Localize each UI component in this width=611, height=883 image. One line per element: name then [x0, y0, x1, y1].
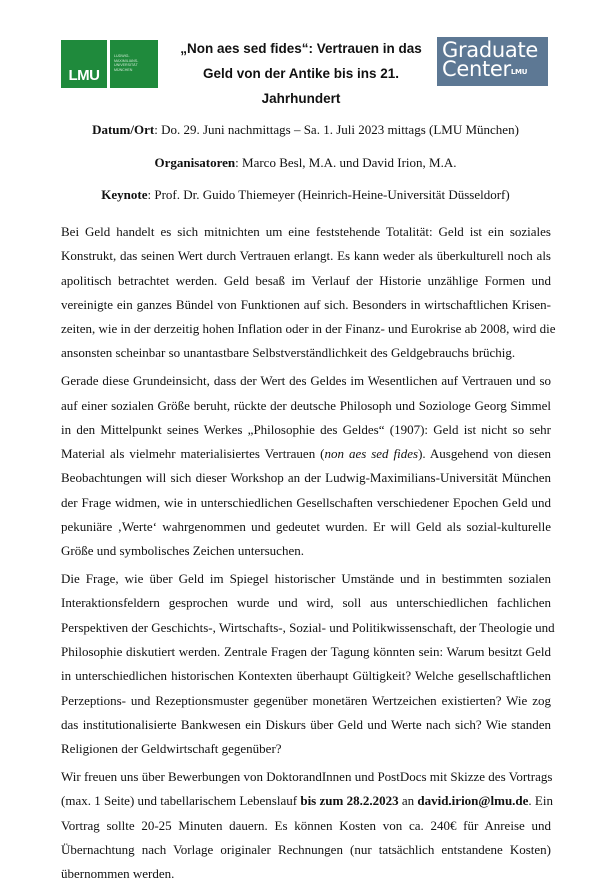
text-line: Bei Geld handelt es sich mitnichten um eine feststehende Totalität: Geld ist ein soziales — [61, 224, 551, 239]
text-line: Beobachtungen will sich dieser Workshop an der Ludwig-Maximilians-Universität München — [61, 470, 551, 486]
lmu-logo-wordmark — [110, 40, 158, 88]
lmu-sub-line: LUDWIG- — [114, 54, 130, 58]
text-line: in den Mittelpunkt seines Werkes „Philosophie des Geldes“ (1907): Geld ist nicht so sehr — [61, 421, 551, 437]
text-line: Gerade diese Grundeinsicht, dass der Wert des Geldes im Wesentlichen auf Vertrauen und so — [61, 373, 551, 389]
text-line: apolitisch betrachtet werden. Geld besaß im Verlauf der Historie unzählige Formen und — [61, 272, 551, 288]
text-line: Größe und symbolisches Zeichen untersuchen. — [61, 543, 304, 559]
keynote-line — [40, 187, 571, 203]
lmu-sub-line: MÜNCHEN — [114, 67, 133, 72]
gc-line: Graduate — [442, 38, 539, 62]
organizers-line — [40, 155, 571, 171]
emphasis-text: non aes sed fides — [324, 446, 419, 462]
title-line: Geld von der Antike bis ins 21. — [202, 66, 400, 81]
text-line: Philosophie diskutiert werden. Zentrale Fragen der Tagung könnten sein: Warum besitzt Geld — [61, 644, 551, 660]
gc-sup: LMU — [510, 68, 528, 76]
text-line: vereinigte ein ganzes Bündel von Funktionen auf sich. Besonders in wirtschaftlichen Krisen- — [61, 296, 551, 312]
text-line: Religionen der Geldwirtschaft gegenüber? — [61, 741, 282, 757]
email-link[interactable]: david.irion@lmu.de — [417, 793, 529, 809]
keynote-label: Keynote — [101, 187, 148, 202]
text-line: das institutionalisierte Bankwesen ein Diskurs über Geld und Werte nach sich? Wie standen — [61, 716, 551, 732]
document-title — [170, 36, 432, 111]
text-line: in unterschiedlichen historischen Kontexten überhaupt Gültigkeit? Welche gesellschaftlichen — [61, 668, 551, 684]
paragraph — [61, 369, 551, 563]
paragraph — [61, 567, 555, 761]
text-line: auf einer sozialen Größe beruht, rückte der deutsche Philosoph und Soziologe Georg Simmel — [61, 397, 551, 413]
text-line: Konstrukt, das seinen Wert durch Vertrauen erlangt. Es kann weder als überkulturell noch als — [61, 248, 551, 264]
gc-line — [442, 57, 548, 81]
graduate-center-logo — [437, 37, 548, 86]
lmu-sub-line: MAXIMILIANS- — [114, 58, 139, 63]
body-text — [61, 220, 556, 883]
text-line: Die Frage, wie über Geld im Spiegel historischer Umstände und in bestimmten sozialen — [61, 571, 551, 587]
text-line: Übernachtung nach Vorlage originaler Rechnungen (nur tatsächlich entstandene Kosten) — [61, 841, 551, 857]
text-line: (max. 1 Seite) und tabellarischem Lebenslauf bis zum 28.2.2023 an david.irion@lmu.de. Ein — [61, 793, 553, 809]
lmu-sub-line: UNIVERSITÄT — [114, 63, 138, 68]
date-label: Datum/Ort — [92, 122, 155, 137]
text-line: der Frage widmen, wie in unterschiedlichen Gesellschaften verschiedener Epochen Geld und — [61, 494, 551, 510]
gc-center: Center — [442, 57, 511, 81]
text-line: ansonsten scheinbar so unantastbare Selbstverständlichkeit des Geldgebrauchs brüchig. — [61, 345, 516, 361]
text-line: Material als vielmehr materialisiertes Vertrauen (non aes sed fides). Ausgehend von diesen — [61, 446, 551, 462]
organizers-value: : Marco Besl, M.A. und David Irion, M.A. — [235, 155, 457, 170]
keynote-value: : Prof. Dr. Guido Thiemeyer (Heinrich-Heine-Universität Düsseldorf) — [147, 187, 510, 202]
text-line: Vortrag sollte 20-25 Minuten dauern. Es können Kosten von ca. 240€ für Anreise und — [61, 817, 551, 833]
date-value: : Do. 29. Juni nachmittags – Sa. 1. Juli 2023 mittags (LMU München) — [154, 122, 519, 137]
text-line: Perzeptions- und Rezeptionsmuster gegenüber monetären Wertzeichen existierten? Wie zog — [61, 692, 551, 708]
paragraph — [61, 765, 551, 883]
text-line: übernommen werden. — [61, 866, 175, 882]
lmu-logo-mark: LMU — [61, 40, 107, 88]
organizers-label: Organisatoren — [154, 155, 236, 170]
paragraph — [61, 220, 556, 366]
title-line: „Non aes sed fides“: Vertrauen in das — [180, 41, 422, 56]
text-line: pekuniäre ‚Werte‘ wahrgenommen und gedeutet wurden. Er will Geld als sozial-kulturelle — [61, 519, 551, 535]
bold-text: bis zum 28.2.2023 — [300, 793, 399, 809]
text-line: zeiten, wie in der derzeitig hohen Inflation oder in der Finanz- und Eurokrise ab 2008, wird die — [61, 321, 556, 337]
text-line: Interaktionsfeldern gesprochen wurde und wird, soll aus unterschiedlichen fachlichen — [61, 595, 551, 611]
lmu-logo — [61, 40, 158, 88]
title-line: Jahrhundert — [261, 91, 341, 106]
text-line: Wir freuen uns über Bewerbungen von DoktorandInnen und PostDocs mit Skizze des Vortrags — [61, 769, 553, 785]
text-line: Perspektiven der Geschichts-, Wirtschafts-, Sozial- und Politikwissenschaft, der Theologie und — [61, 619, 555, 635]
date-line — [40, 122, 571, 138]
